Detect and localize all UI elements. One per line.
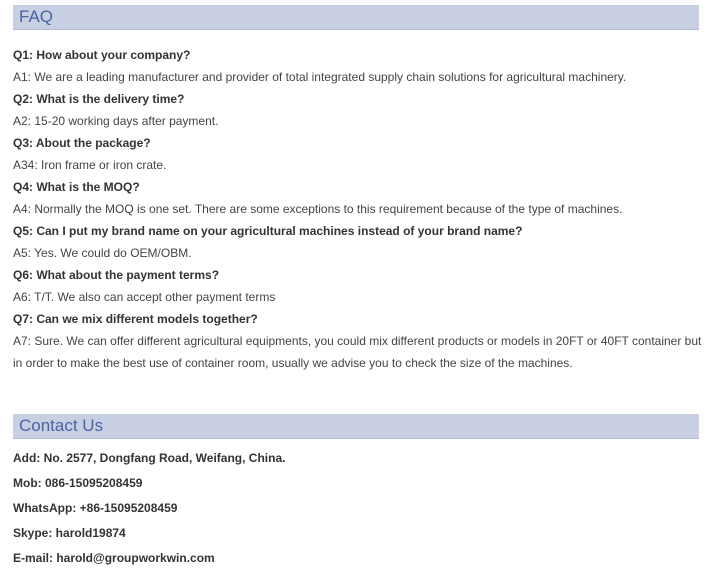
faq-answer-7: A7: Sure. We can offer different agricultural equipments, you could mix different products or models in 20FT or 40FT container but in order to make the best use of container room, usually we advise you to check the size of the machines. <box>13 334 702 370</box>
contact-mobile: Mob: 086-15095208459 <box>13 476 143 490</box>
faq-answer-2: A2: 15-20 working days after payment. <box>13 114 219 128</box>
faq-list <box>13 44 703 374</box>
contact-email: E-mail: harold@groupworkwin.com <box>13 551 215 565</box>
faq-question-1: Q1: How about your company? <box>13 48 191 62</box>
faq-question-3: Q3: About the package? <box>13 136 151 150</box>
contact-title: Contact Us <box>19 416 104 435</box>
faq-answer-4: A4: Normally the MOQ is one set. There are some exceptions to this requirement because of the type of machines. <box>13 202 623 216</box>
contact-address: Add: No. 2577, Dongfang Road, Weifang, China. <box>13 451 286 465</box>
contact-whatsapp: WhatsApp: +86-15095208459 <box>13 501 178 515</box>
faq-question-6: Q6: What about the payment terms? <box>13 268 220 282</box>
faq-answer-5: A5: Yes. We could do OEM/OBM. <box>13 246 192 260</box>
faq-question-4: Q4: What is the MOQ? <box>13 180 140 194</box>
faq-answer-1: A1: We are a leading manufacturer and provider of total integrated supply chain solutions for agricultural machinery. <box>13 70 627 84</box>
contact-skype: Skype: harold19874 <box>13 526 126 540</box>
faq-answer-3: A34: Iron frame or iron crate. <box>13 158 167 172</box>
faq-answer-6: A6: T/T. We also can accept other payment terms <box>13 290 276 304</box>
contact-details <box>13 446 703 571</box>
faq-title: FAQ <box>19 7 54 26</box>
faq-question-5: Q5: Can I put my brand name on your agricultural machines instead of your brand name? <box>13 224 523 238</box>
faq-section-header <box>13 5 699 30</box>
faq-question-7: Q7: Can we mix different models together? <box>13 312 258 326</box>
contact-section-header <box>13 414 699 439</box>
faq-question-2: Q2: What is the delivery time? <box>13 92 185 106</box>
